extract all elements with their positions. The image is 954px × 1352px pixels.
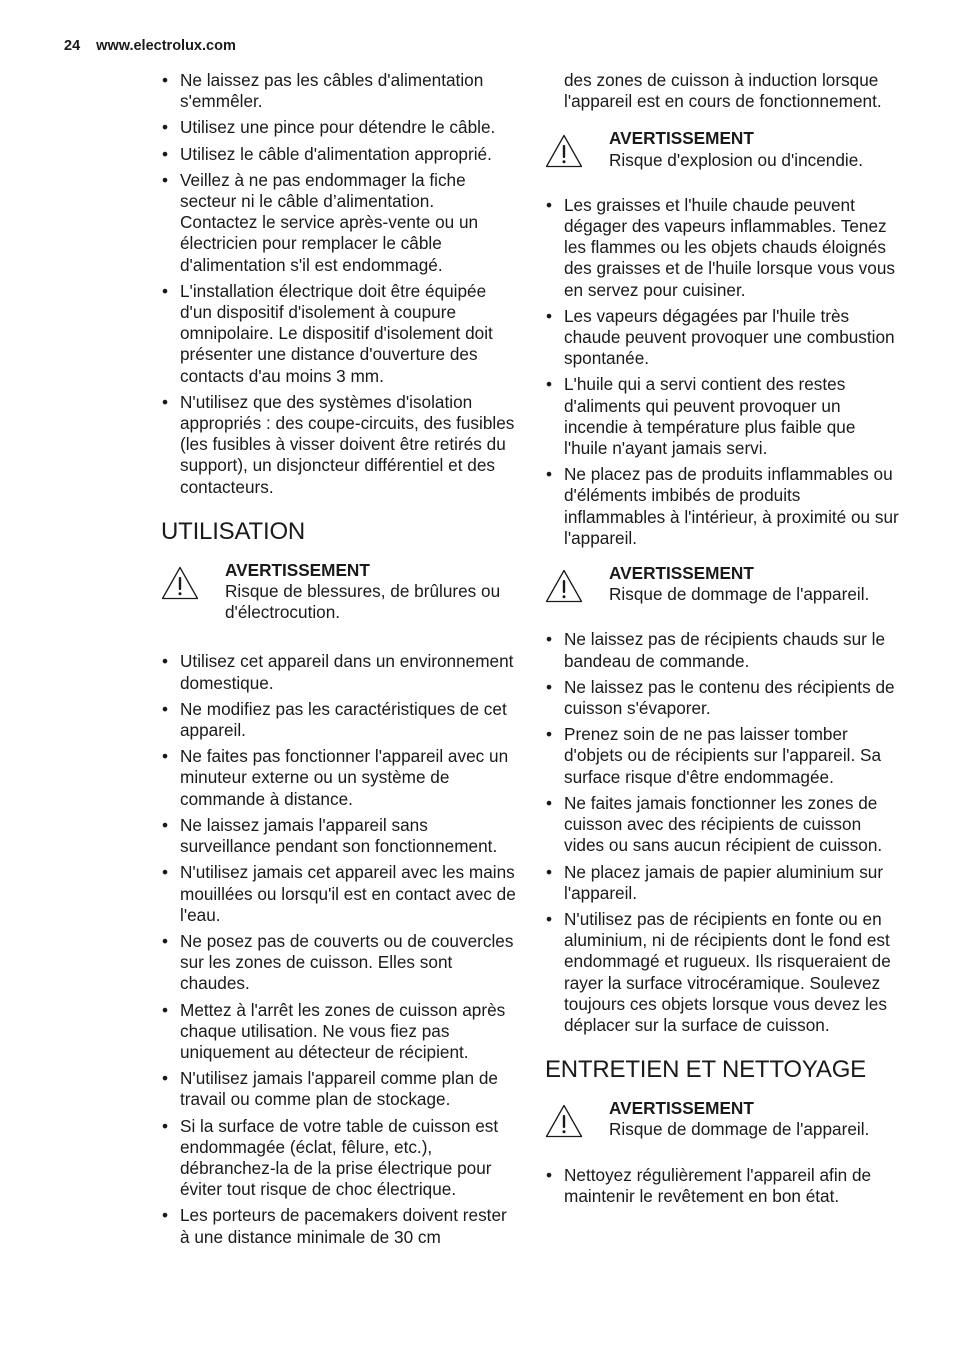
list-item: • Ne laissez pas de récipients chauds sur le bandeau de commande. [545,629,900,671]
list-item: • L'huile qui a servi contient des restes d'aliments qui peuvent provoquer un incendie à température plus faible que l'huile n'ayant jamais servi. [545,374,900,459]
warning-block [545,1098,900,1140]
list-item: • Veillez à ne pas endommager la fiche secteur ni le câble d’alimentation. Contactez le service après-vente ou un électricien pour remplacer le câble d'alimentation s'il est endommagé. [161,170,516,276]
section-title-entretien: ENTRETIEN ET NETTOYAGE [545,1056,866,1084]
bullet-list-fire [545,195,900,549]
warning-block [545,128,900,170]
list-item: • N'utilisez jamais cet appareil avec les mains mouillées ou lorsqu'il est en contact avec de l'eau. [161,862,516,926]
list-item: • Ne faites jamais fonctionner les zones de cuisson avec des récipients de cuisson vides ou sans aucun récipient de cuisson. [545,793,900,857]
list-item: • Les vapeurs dégagées par l'huile très chaude peuvent provoquer une combustion spontanée. [545,306,900,370]
list-item: • Ne faites pas fonctionner l'appareil avec un minuteur externe ou un système de commande à distance. [161,746,516,810]
warning-title: AVERTISSEMENT [609,128,754,149]
bullet-list-cleaning [545,1165,900,1207]
warning-text: Risque de dommage de l'appareil. [609,584,870,605]
list-item: • L'installation électrique doit être équipée d'un dispositif d'isolement à coupure omnipolaire. Le dispositif d'isolement doit présenter une distance d'ouverture des contacts d'au moins 3 mm. [161,281,516,387]
list-item: • Les porteurs de pacemakers doivent rester à une distance minimale de 30 cm [161,1205,516,1247]
list-item: • Ne laissez jamais l'appareil sans surveillance pendant son fonctionnement. [161,815,516,857]
list-item: • Si la surface de votre table de cuisson est endommagée (éclat, fêlure, etc.), débranchez-la de la prise électrique pour éviter tout risque de choc électrique. [161,1116,516,1201]
list-item: • Nettoyez régulièrement l'appareil afin de maintenir le revêtement en bon état. [545,1165,900,1207]
page-number: 24 [64,38,81,54]
list-item: • Ne posez pas de couverts ou de couvercles sur les zones de cuisson. Elles sont chaudes. [161,931,516,995]
list-item: • N'utilisez que des systèmes d'isolation appropriés : des coupe-circuits, des fusibles (les fusibles à visser doivent être retirés du support), un disjoncteur différentiel et des contacteurs. [161,392,516,498]
list-item: • N'utilisez pas de récipients en fonte ou en aluminium, ni de récipients dont le fond est endommagé et rugueux. Ils risqueraient de rayer la surface vitrocéramique. Soulevez toujours ces objets lorsque vous devez les déplacer sur la surface de cuisson. [545,909,900,1036]
page-header [64,38,236,54]
list-item: • Ne placez pas de produits inflammables ou d'éléments imbibés de produits inflammables à l'intérieur, à proximité ou sur l'appareil. [545,464,900,549]
warning-block [545,563,900,605]
left-column [161,70,516,1253]
list-item: • N'utilisez jamais l'appareil comme plan de travail ou comme plan de stockage. [161,1068,516,1110]
list-item: • Mettez à l'arrêt les zones de cuisson après chaque utilisation. Ne vous fiez pas uniquement au détecteur de récipient. [161,1000,516,1064]
warning-text: Risque de dommage de l'appareil. [609,1119,870,1140]
list-item: • Ne modifiez pas les caractéristiques de cet appareil. [161,699,516,741]
warning-triangle-icon [545,569,583,603]
warning-title: AVERTISSEMENT [609,1098,754,1119]
bullet-list-cables [161,70,516,498]
list-item: • Utilisez le câble d'alimentation approprié. [161,144,516,165]
warning-triangle-icon [161,566,199,600]
bullet-list-utilisation [161,651,516,1247]
list-item: • Les graisses et l'huile chaude peuvent dégager des vapeurs inflammables. Tenez les flammes ou les objets chauds éloignés des graisses et de l'huile lorsque vous vous en servez pour cuisiner. [545,195,900,301]
list-item: • Utilisez cet appareil dans un environnement domestique. [161,651,516,693]
warning-triangle-icon [545,134,583,168]
section-title-utilisation: UTILISATION [161,517,306,545]
warning-title: AVERTISSEMENT [609,563,754,584]
warning-text: Risque de blessures, de brûlures ou d'électrocution. [225,581,501,623]
list-item: • Utilisez une pince pour détendre le câble. [161,117,516,138]
list-item: • Ne laissez pas les câbles d'alimentation s'emmêler. [161,70,516,112]
warning-block [161,560,516,624]
list-item: • Prenez soin de ne pas laisser tomber d'objets ou de récipients sur l'appareil. Sa surface risque d'être endommagée. [545,724,900,788]
site-url: www.electrolux.com [96,38,236,54]
right-column [545,70,900,1212]
warning-text: Risque d'explosion ou d'incendie. [609,149,864,170]
warning-triangle-icon [545,1104,583,1138]
bullet-list-damage [545,629,900,1036]
continuation-text: des zones de cuisson à induction lorsque l'appareil est en cours de fonctionnement. [564,70,882,112]
list-item: • Ne placez jamais de papier aluminium sur l'appareil. [545,862,900,904]
warning-title: AVERTISSEMENT [225,559,370,580]
list-item: • Ne laissez pas le contenu des récipients de cuisson s'évaporer. [545,677,900,719]
